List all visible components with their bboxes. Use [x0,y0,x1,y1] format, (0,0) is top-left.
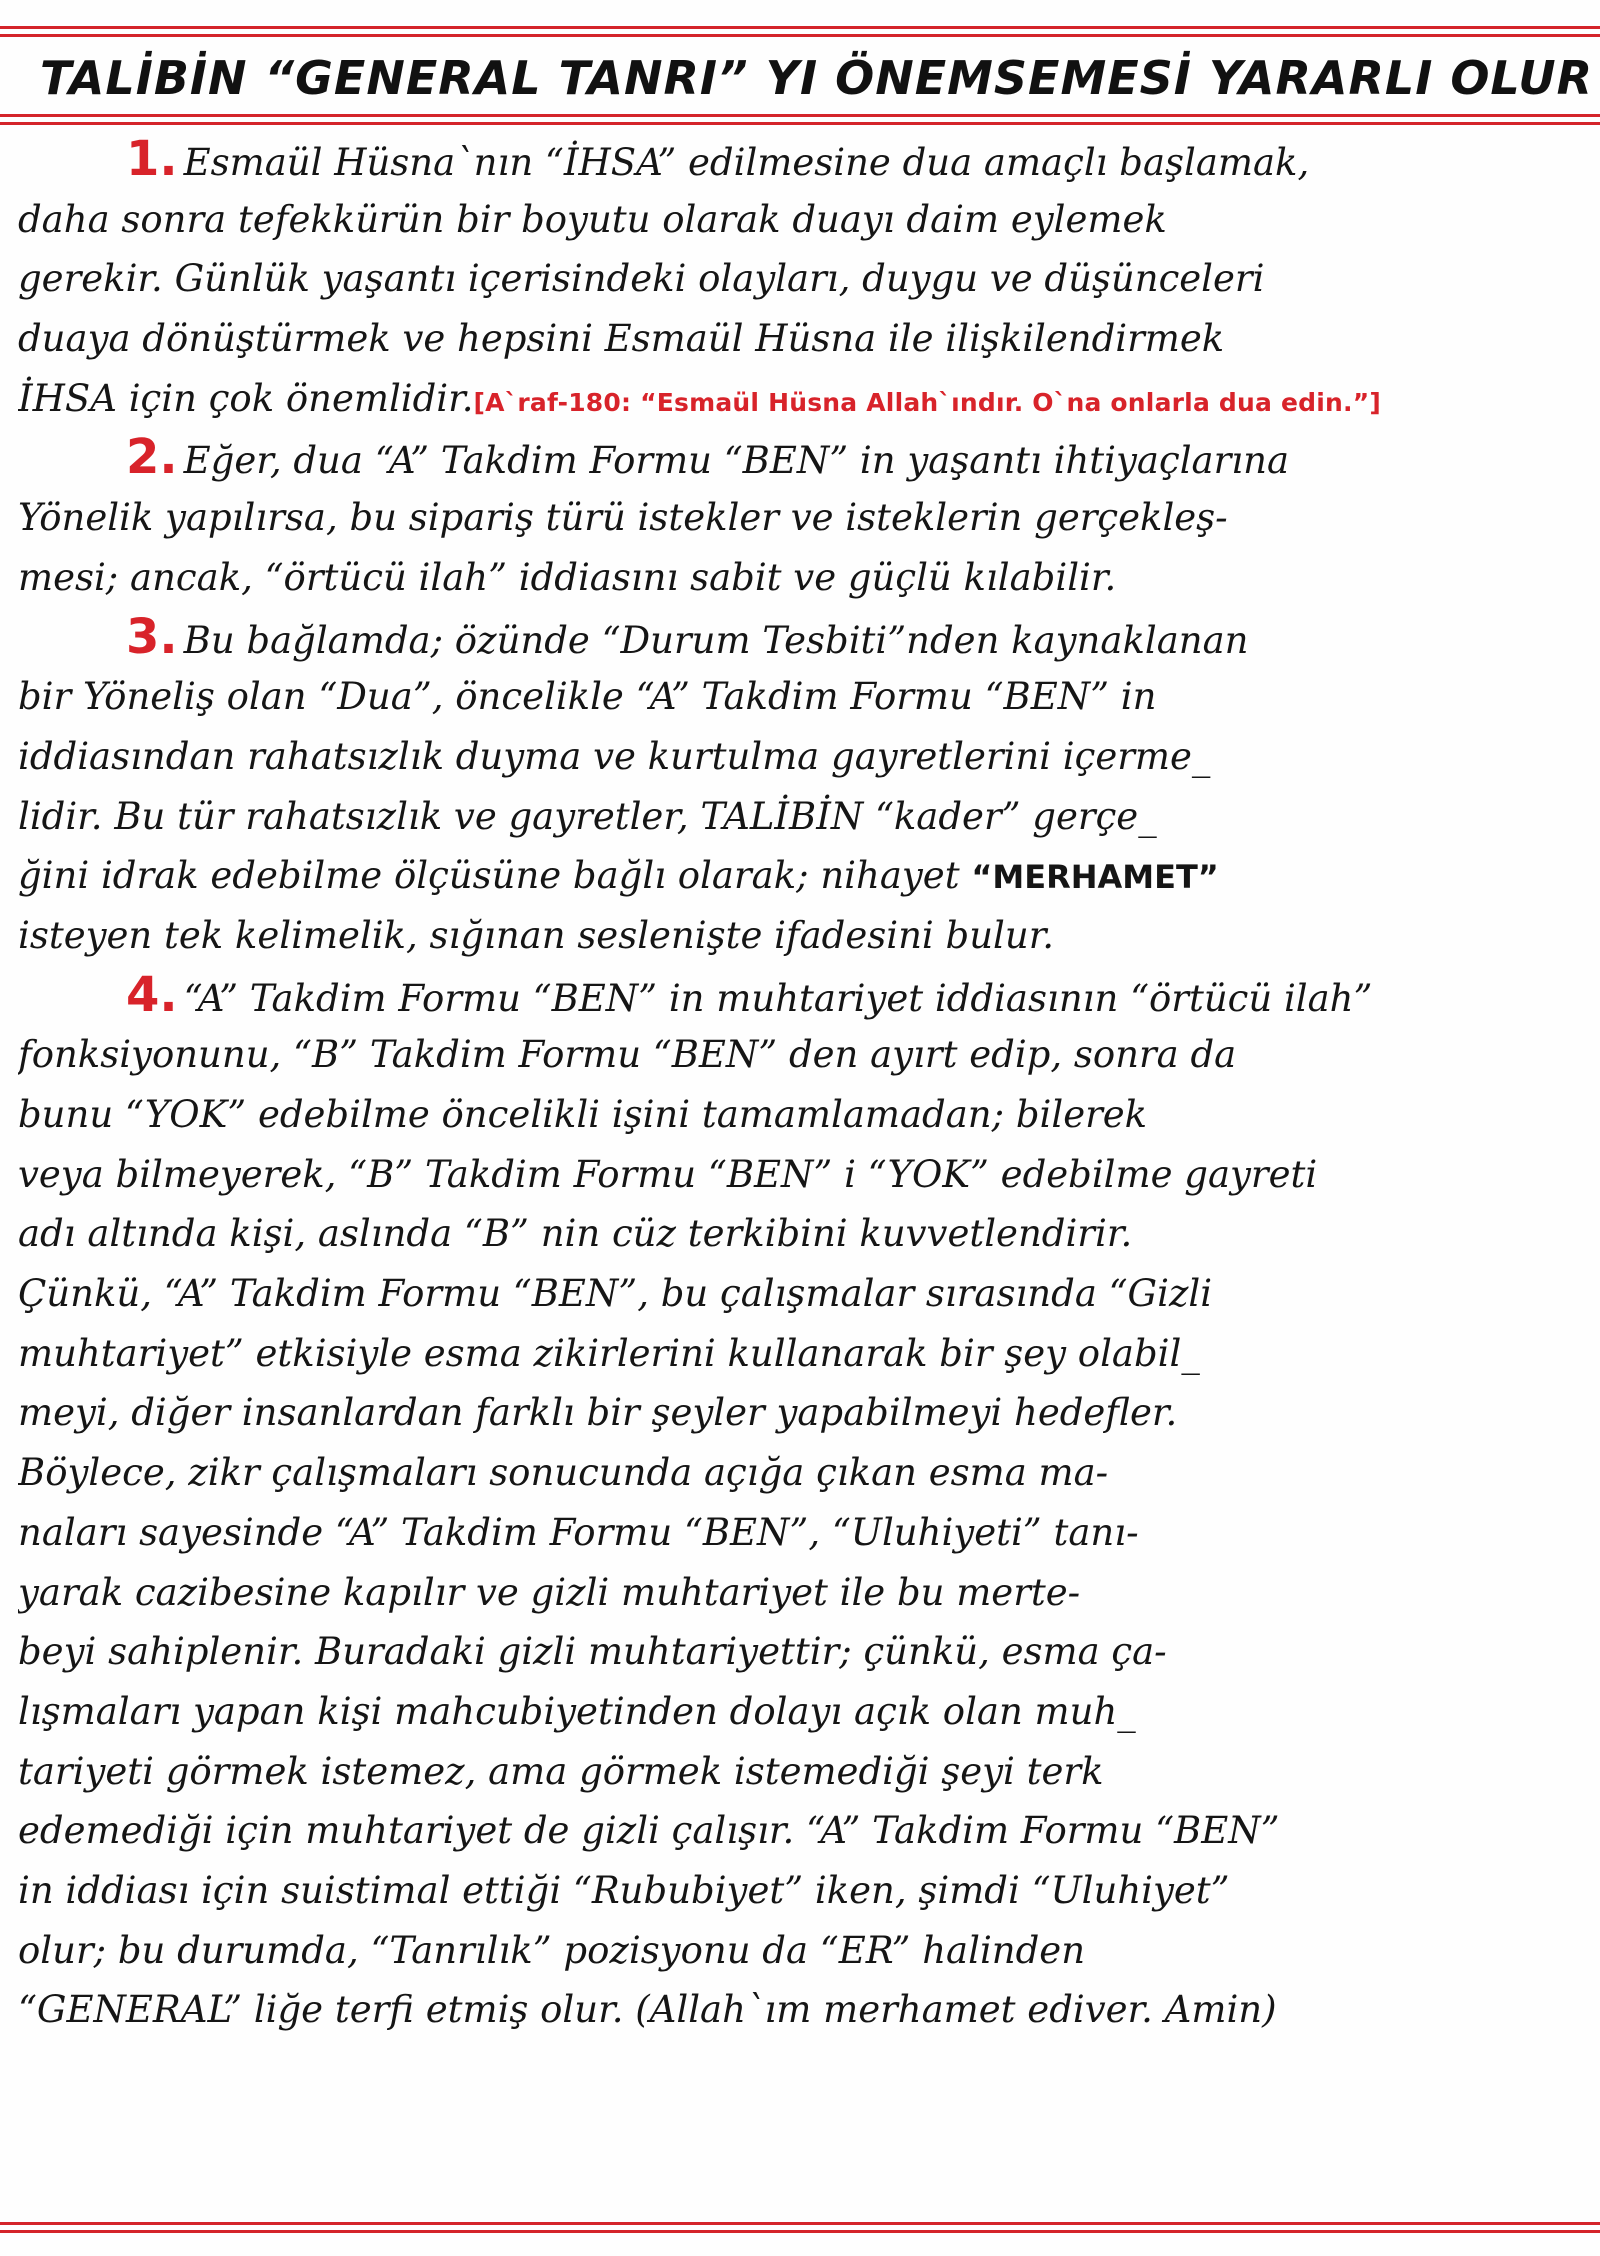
paragraph-line: bunu “YOK” edebilme öncelikli işini tamamlamadan; bilerek [18,1093,1148,1136]
header-rule-top-1 [0,26,1600,29]
header-rule-top-2 [0,34,1600,37]
paragraph-line: naları sayesinde “A” Takdim Formu “BEN”, “Uluhiyeti” tanı- [18,1510,1139,1554]
paragraph-line: gerekir. Günlük yaşantı içerisindeki olayları, duygu ve düşünceleri [18,257,1265,301]
paragraph-line: tariyeti görmek istemez, ama görmek istemediği şeyi terk [18,1749,1104,1793]
paragraph-line [18,846,1578,906]
paragraph-line [18,130,1578,190]
paragraph-line: “GENERAL” liğe terfi etmiş olur. (Allah`ım merhamet ediver. Amin) [18,1988,1277,2032]
paragraph-line [18,966,1578,1026]
line-text: Bu bağlamda; özünde “Durum Tesbiti”nden kaynaklanan [183,618,1249,662]
paragraph-line: yarak cazibesine kapılır ve gizli muhtariyet ile bu merte- [18,1570,1081,1614]
paragraph-line: muhtariyet” etkisiyle esma zikirlerini kullanarak bir şey olabil_ [18,1331,1200,1375]
paragraph-line: isteyen tek kelimelik, sığınan seslenişte ifadesini bulur. [18,913,1055,957]
paragraph-line: bir Yöneliş olan “Dua”, öncelikle “A” Takdim Formu “BEN” in [18,675,1157,719]
paragraph-line: beyi sahiplenir. Buradaki gizli muhtariyettir; çünkü, esma ça- [18,1630,1167,1674]
paragraph-line: meyi, diğer insanlardan farklı bir şeyler yapabilmeyi hedefler. [18,1391,1178,1435]
paragraph-line: lidir. Bu tür rahatsızlık ve gayretler, TALİBİN “kader” gerçe_ [18,794,1157,838]
paragraph-line [18,428,1578,488]
line-text: İHSA için çok önemlidir. [18,376,474,420]
paragraph-line: in iddiası için suistimal ettiği “Rububiyet” iken, şimdi “Uluhiyet” [18,1868,1230,1912]
paragraph-line: olur; bu durumda, “Tanrılık” pozisyonu da “ER” halinden [18,1928,1086,1972]
paragraph-line: adı altında kişi, aslında “B” nin cüz terkibini kuvvetlendirir. [18,1212,1133,1256]
paragraph-line [18,369,1578,429]
item-number: 2. [126,429,178,486]
footer-rule-2 [0,2230,1600,2233]
paragraph-line: veya bilmeyerek, “B” Takdim Formu “BEN” i “YOK” edebilme gayreti [18,1152,1318,1196]
item-number: 1. [126,131,178,187]
footer-rule-1 [0,2222,1600,2225]
paragraph-line: edemediği için muhtariyet de gizli çalışır. “A” Takdim Formu “BEN” [18,1809,1280,1853]
paragraph-line: Böylece, zikr çalışmaları sonucunda açığa çıkan esma ma- [18,1451,1109,1495]
header-rule-bottom-1 [0,114,1600,117]
line-text: Esmaül Hüsna`nın “İHSA” edilmesine dua amaçlı başlamak, [183,141,1310,184]
paragraph-line: fonksiyonunu, “B” Takdim Formu “BEN” den ayırt edip, sonra da [18,1033,1237,1077]
page-title: TALİBİN “GENERAL TANRI” YI ÖNEMSEMESİ YARARLI OLUR [40,51,1593,105]
header-rule-bottom-2 [0,122,1600,125]
document-body [18,130,1578,2040]
paragraph-line: mesi; ancak, “örtücü ilah” iddiasını sabit ve güçlü kılabilir. [18,555,1117,599]
emphasis-word: “MERHAMET” [971,858,1219,897]
paragraph-line: iddiasından rahatsızlık duyma ve kurtulma gayretlerini içerme_ [18,734,1211,778]
paragraph-line: lışmaları yapan kişi mahcubiyetinden dolayı açık olan muh_ [18,1689,1136,1733]
line-text: “A” Takdim Formu “BEN” in muhtariyet iddiasının “örtücü ilah” [183,976,1373,1020]
paragraph-line [18,608,1578,668]
item-number: 4. [126,966,178,1023]
paragraph-line: daha sonra tefekkürün bir boyutu olarak duayı daim eylemek [18,197,1167,241]
paragraph-line: Yönelik yapılırsa, bu sipariş türü istekler ve isteklerin gerçekleş- [18,496,1228,540]
line-text: Eğer, dua “A” Takdim Formu “BEN” in yaşantı ihtiyaçlarına [183,439,1289,483]
verse-reference: [A`raf-180: “Esmaül Hüsna Allah`ındır. O`na onlarla dua edin.”] [473,387,1381,417]
paragraph-line: Çünkü, “A” Takdim Formu “BEN”, bu çalışmalar sırasında “Gizli [18,1272,1213,1316]
line-text: ğini idrak edebilme ölçüsüne bağlı olarak; nihayet [18,854,960,898]
item-number: 3. [126,608,178,665]
paragraph-line: duaya dönüştürmek ve hepsini Esmaül Hüsna ile ilişkilendirmek [18,317,1225,361]
